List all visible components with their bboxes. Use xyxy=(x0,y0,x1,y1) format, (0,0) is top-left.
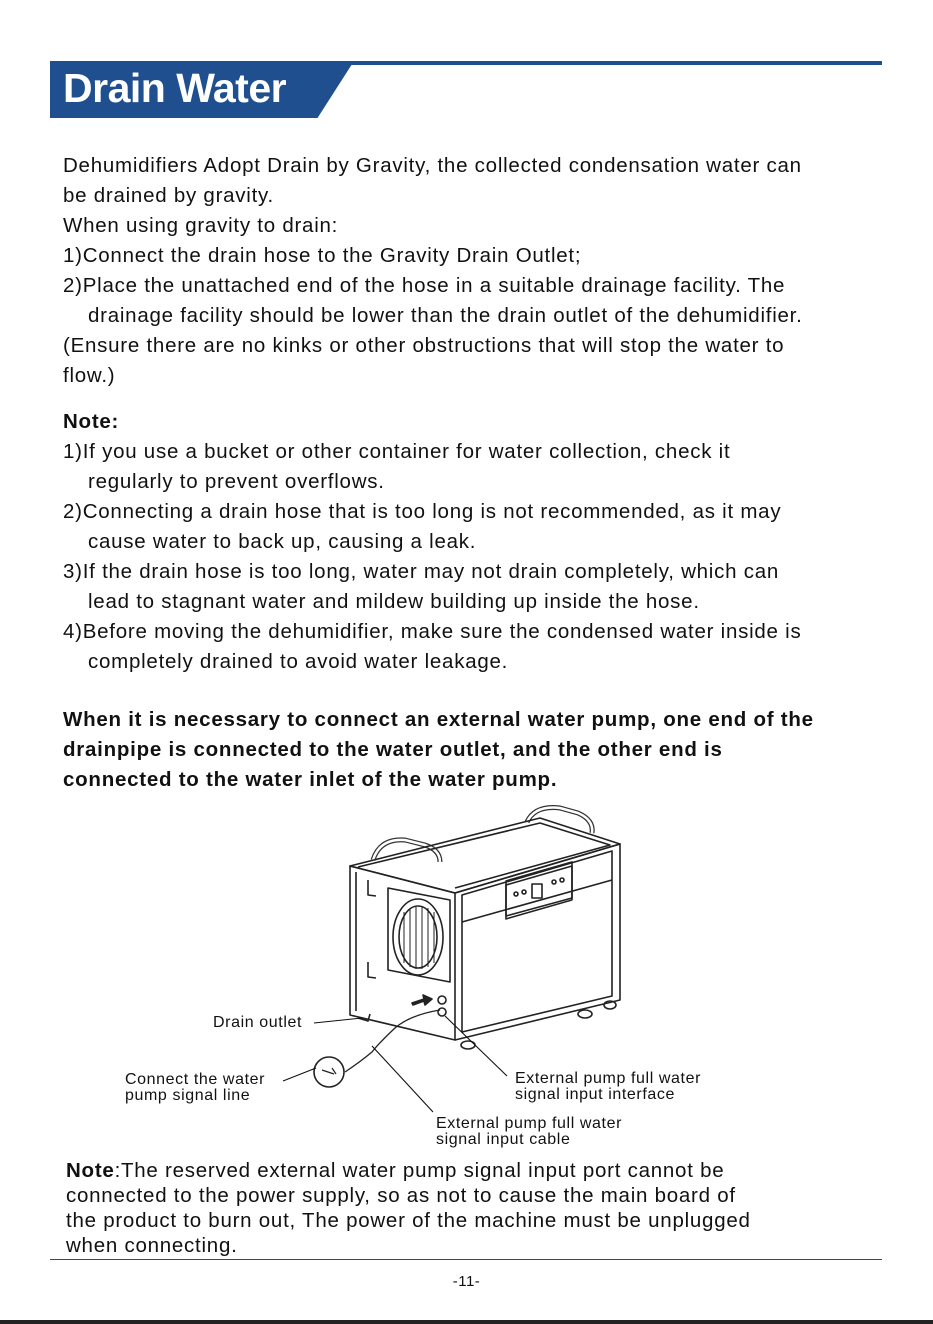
label-external-cable: External pump full water xyxy=(436,1115,623,1132)
pump-instruction xyxy=(63,705,814,795)
note-line: cause water to back up, causing a leak. xyxy=(88,530,477,553)
dehumidifier-diagram xyxy=(0,800,933,1160)
bottom-note xyxy=(66,1158,751,1258)
note-section xyxy=(63,407,801,677)
bottom-note-label: Note xyxy=(66,1159,115,1182)
note-line: lead to stagnant water and mildew building up inside the hose. xyxy=(88,590,700,613)
intro-line: flow.) xyxy=(63,364,116,387)
bottom-note-line xyxy=(66,1158,751,1183)
page-title: Drain Water xyxy=(63,65,287,111)
bottom-note-line: the product to burn out, The power of the machine must be unplugged xyxy=(66,1209,751,1232)
note-heading: Note: xyxy=(63,410,120,433)
intro-line: 2)Place the unattached end of the hose in a suitable drainage facility. The xyxy=(63,274,786,297)
bottom-note-line: connected to the power supply, so as not to cause the main board of xyxy=(66,1184,736,1207)
label-external-cable: signal input cable xyxy=(436,1131,571,1148)
pump-instruction-line: When it is necessary to connect an external water pump, one end of the xyxy=(63,708,814,731)
bottom-note-text: :The reserved external water pump signal input port cannot be xyxy=(114,1159,725,1182)
intro-line: be drained by gravity. xyxy=(63,184,274,207)
intro-line: 1)Connect the drain hose to the Gravity Drain Outlet; xyxy=(63,244,582,267)
footer-rule xyxy=(50,1259,882,1260)
dehumidifier-illustration xyxy=(314,808,620,1087)
note-line: 2)Connecting a drain hose that is too long is not recommended, as it may xyxy=(63,500,782,523)
intro-line: drainage facility should be lower than the drain outlet of the dehumidifier. xyxy=(88,304,803,327)
bottom-note-line: when connecting. xyxy=(66,1234,238,1257)
label-connect-pump: pump signal line xyxy=(125,1087,251,1104)
page-number: -11- xyxy=(452,1273,481,1290)
pump-instruction-line: connected to the water inlet of the water pump. xyxy=(63,768,558,791)
label-drain-outlet: Drain outlet xyxy=(213,1014,303,1031)
note-line: completely drained to avoid water leakage. xyxy=(88,650,509,673)
intro-line: (Ensure there are no kinks or other obstructions that will stop the water to xyxy=(63,334,785,357)
label-connect-pump: Connect the water xyxy=(125,1071,266,1088)
label-external-interface: signal input interface xyxy=(515,1086,675,1103)
intro-line: Dehumidifiers Adopt Drain by Gravity, the collected condensation water can xyxy=(63,154,802,177)
note-line: 4)Before moving the dehumidifier, make sure the condensed water inside is xyxy=(63,620,802,643)
pump-instruction-line: drainpipe is connected to the water outlet, and the other end is xyxy=(63,738,723,761)
intro-line: When using gravity to drain: xyxy=(63,214,339,237)
note-line: 3)If the drain hose is too long, water may not drain completely, which can xyxy=(63,560,780,583)
intro-section xyxy=(63,151,803,391)
note-line: 1)If you use a bucket or other container for water collection, check it xyxy=(63,440,731,463)
note-line: regularly to prevent overflows. xyxy=(88,470,385,493)
label-external-interface: External pump full water xyxy=(515,1070,702,1087)
page-bottom-edge xyxy=(0,1320,933,1324)
